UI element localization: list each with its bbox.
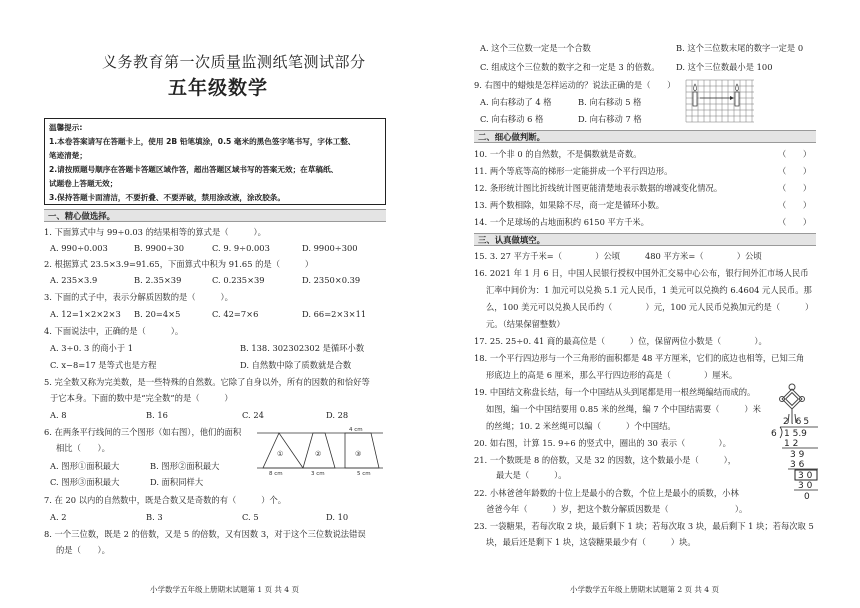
division-step: 3 9 — [790, 450, 805, 460]
option: C. 图形③面积最大 — [50, 477, 120, 487]
option: D. 2350×0.39 — [302, 275, 361, 285]
option: C. x−8=17 是等式也是方程 — [50, 360, 157, 370]
question-16: 16. 2021 年 1 月 6 日，中国人民银行授权中国外汇交易中心公布，银行间外汇市场人民币 — [474, 268, 809, 278]
judge-item: 10. 一个非 0 的自然数，不是偶数就是奇数。 — [474, 149, 642, 159]
question-15: 15. 3. 27 平方千米=（ ）公顷 480 平方米=（ ）公顷 — [474, 251, 762, 261]
question-22-cont: 爸爸今年（ ）岁，把这个数分解质因数是（ ）。 — [486, 504, 748, 514]
note-line: 1.本卷答案请写在答题卡上，使用 2B 铅笔填涂，0.5 毫米的黑色签字笔书写，字体工整、 — [49, 137, 356, 146]
option: A. 12=1×2×2×3 — [50, 309, 121, 319]
question-20: 20. 如右图，计算 15. 9÷6 的竖式中，圈出的 30 表示（ ）。 — [474, 438, 731, 448]
figure-top-label: 4 cm — [349, 427, 363, 433]
question-16-cont: 元。（结果保留整数） — [486, 319, 565, 329]
question-18-cont: 形底边上的高是 6 厘米，那么平行四边形的高是（ ）厘米。 — [486, 370, 738, 380]
division-divisor: 6 — [771, 429, 777, 439]
option: C. 5 — [242, 512, 259, 522]
question-7: 7. 在 20 以内的自然数中，既是合数又是奇数的有（ ）个。 — [44, 495, 287, 505]
option: A. 图形①面积最大 — [50, 461, 120, 471]
option: C. 向右移动 6 格 — [480, 114, 544, 124]
option: B. 20=4×5 — [134, 309, 181, 319]
note-line: 笔迹清楚； — [49, 151, 87, 160]
option: A. 向右移动了 4 格 — [480, 97, 552, 107]
note-line: 试题卷上答题无效； — [49, 179, 118, 188]
question-19-cont: 如图，编一个中国结要用 0.85 米的丝绳，编 7 个中国结需要（ ）米 — [486, 404, 761, 414]
question-3: 3. 下面的式子中，表示分解质因数的是（ ）。 — [44, 292, 233, 302]
question-8-cont: 的是（ ）。 — [56, 545, 110, 555]
answer-blank: （ ） — [778, 183, 812, 193]
option: C. 组成这个三位数的数字之和一定是 3 的倍数。 — [480, 62, 660, 72]
question-9: 9. 右图中的蜡烛是怎样运动的？说法正确的是（ ） — [474, 80, 676, 90]
division-remainder: 0 — [804, 492, 810, 502]
long-division-figure — [766, 414, 826, 506]
judge-item: 14. 一个足球场的占地面积约 6150 平方千米。 — [474, 217, 649, 227]
figure-bottom-label: 3 cm — [311, 471, 325, 476]
question-4: 4. 下面说法中，正确的是（ ）。 — [44, 326, 184, 336]
option: B. 图形②面积最大 — [150, 461, 220, 471]
option: C. 9. 9÷0.003 — [212, 243, 270, 253]
option: B. 3 — [146, 512, 163, 522]
question-5: 5. 完全数又称为完美数，是一些特殊的自然数。它除了自身以外，所有的因数的和恰好等 — [44, 377, 370, 387]
option: A. 235×3.9 — [50, 275, 98, 285]
option: C. 42=7×6 — [212, 309, 259, 319]
option: B. 这个三位数末尾的数字一定是 0 — [676, 43, 804, 53]
option: D. 28 — [326, 410, 349, 420]
page-footer: 小学数学五年级上册期末试题第 1 页 共 4 页 — [150, 585, 299, 594]
question-18: 18. 一个平行四边形与一个三角形的面积都是 48 平方厘米，它们的底边也相等，已知三角 — [474, 353, 805, 363]
division-step: 1 2 — [784, 439, 799, 449]
figure-bottom-label: 8 cm — [269, 471, 283, 476]
option: A. 这个三位数一定是一个合数 — [480, 43, 591, 53]
option: C. 0.235×39 — [212, 275, 265, 285]
option: B. 2.35×39 — [134, 275, 182, 285]
figure-label: ① — [277, 450, 284, 458]
option: B. 9900÷30 — [134, 243, 184, 253]
option: D. 面积同样大 — [150, 477, 204, 487]
division-quotient: 2.65 — [783, 417, 812, 427]
section-choice: 一、精心做选择。 — [44, 209, 386, 222]
judge-item: 12. 条形统计图比折线统计图更能清楚地表示数据的增减变化情况。 — [474, 183, 723, 193]
parallel-shapes-figure — [255, 424, 385, 476]
note-line: 3.保持答题卡面清洁，不要折叠、不要弄破，禁用涂改液，涂改胶条。 — [49, 193, 285, 202]
section-fill: 三、认真做填空。 — [474, 233, 816, 246]
option: C. 24 — [242, 410, 264, 420]
figure-bottom-label: 5 cm — [357, 471, 371, 476]
question-21-cont: 最大是（ ）。 — [496, 470, 567, 480]
option: A. 8 — [50, 410, 67, 420]
option: A. 3÷0. 3 的商小于 1 — [50, 343, 134, 353]
judge-item: 11. 两个等底等高的梯形一定能拼成一个平行四边形。 — [474, 166, 673, 176]
answer-blank: （ ） — [778, 149, 812, 159]
question-23: 23. 一袋糖果，若每次取 2 块，最后剩下 1 块；若每次取 3 块，最后剩下 1 块；若每次取 5 — [474, 521, 814, 531]
question-1: 1. 下面算式中与 99÷0.03 的结果相等的算式是（ ）。 — [44, 227, 266, 237]
question-8: 8. 一个三位数，既是 2 的倍数，又是 5 的倍数，又有因数 3，对于这个三位数说法错误 — [44, 529, 366, 539]
candle-grid-figure — [684, 78, 756, 128]
judge-item: 13. 两个数相除，如果除不尽，商一定是循环小数。 — [474, 200, 665, 210]
question-2: 2. 根据算式 23.5×3.9=91.65，下面算式中积为 91.65 的是（ ） — [44, 259, 314, 269]
question-19: 19. 中国结文称盘长结，每一个中国结从头到尾都是用一根丝绳编结而成的。 — [474, 387, 756, 397]
question-16-cont: 么，100 美元可以兑换人民币约（ ）元，100 元人民币兑换加元约是（ ） — [486, 302, 814, 312]
option: D. 66=2×3×11 — [302, 309, 367, 319]
note-line: 2.请按照题号顺序在答题卡答题区域作答，超出答题区域书写的答案无效；在草稿纸、 — [49, 165, 339, 174]
page-footer: 小学数学五年级上册期末试题第 2 页 共 4 页 — [570, 585, 719, 594]
question-19-cont: 的丝绳；10. 2 米丝绳可以编（ ）个中国结。 — [486, 421, 676, 431]
exam-title: 义务教育第一次质量监测纸笔测试部分 — [102, 53, 366, 71]
section-judge: 二、细心做判断。 — [474, 130, 816, 143]
question-6: 6. 在两条平行线间的三个图形（如右图），他们的面积 — [44, 427, 242, 437]
option: D. 自然数中除了质数就是合数 — [240, 360, 352, 370]
answer-blank: （ ） — [778, 200, 812, 210]
option: B. 16 — [146, 410, 168, 420]
division-step: 3 0 — [798, 481, 813, 491]
question-17: 17. 25. 25÷0. 41 商的最高位是（ ）位，保留两位小数是（ ）。 — [474, 336, 767, 346]
notes-title: 温馨提示: — [49, 123, 83, 132]
question-22: 22. 小林爸爸年龄数的十位上是最小的合数，个位上是最小的质数，小林 — [474, 488, 739, 498]
option: D. 9900÷300 — [302, 243, 358, 253]
notes-box — [44, 118, 386, 205]
division-dividend: 1 5.9 — [784, 429, 807, 439]
option: D. 这个三位数最小是 100 — [676, 62, 773, 72]
option: D. 10 — [326, 512, 349, 522]
figure-label: ③ — [355, 450, 362, 458]
subject-title: 五年级数学 — [168, 77, 269, 99]
option: B. 向右移动 5 格 — [578, 97, 642, 107]
option: A. 2 — [50, 512, 67, 522]
option: B. 138. 302302302 是循环小数 — [240, 343, 365, 353]
page-right — [430, 0, 860, 608]
option: A. 990÷0.003 — [50, 243, 108, 253]
answer-blank: （ ） — [778, 166, 812, 176]
division-step-circled: 3 0 — [798, 471, 813, 481]
figure-label: ② — [315, 450, 322, 458]
question-21: 21. 一个数既是 8 的倍数，又是 32 的因数，这个数最小是（ ）， — [474, 455, 737, 465]
option: D. 向右移动 7 格 — [578, 114, 642, 124]
question-23-cont: 块，最后还是剩下 1 块，这袋糖果最少有（ ）块。 — [486, 537, 696, 547]
answer-blank: （ ） — [778, 217, 812, 227]
question-16-cont: 汇率中间价为：1 加元可以兑换 5.1 元人民币，1 美元可以兑换约 6.4604 元人民币。那 — [486, 285, 812, 295]
question-5-cont: 于它本身。下面的数中是“完全数”的是（ ） — [50, 393, 233, 403]
question-6-cont: 相比（ ）。 — [56, 443, 110, 453]
division-step: 3 6 — [790, 460, 805, 470]
